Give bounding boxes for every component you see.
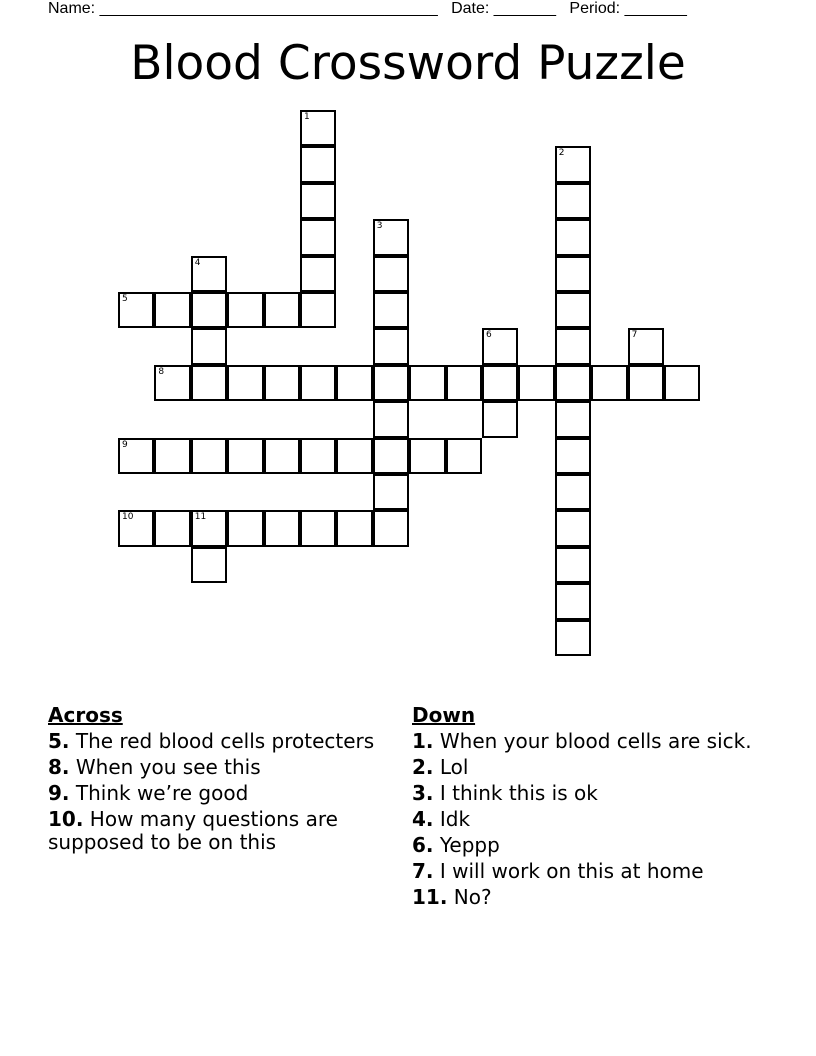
date-label: Date: bbox=[451, 0, 490, 17]
cell-number: 8 bbox=[158, 366, 165, 377]
grid-cell[interactable] bbox=[264, 292, 300, 328]
cell-number: 6 bbox=[486, 330, 492, 341]
grid-cell[interactable] bbox=[118, 510, 154, 546]
clue-number: 5. bbox=[48, 729, 70, 753]
grid-cell[interactable] bbox=[555, 328, 591, 364]
clue-number: 3. bbox=[412, 781, 434, 805]
grid-cell[interactable] bbox=[300, 365, 336, 401]
grid-cell[interactable] bbox=[191, 256, 227, 292]
grid-cell[interactable] bbox=[555, 474, 591, 510]
grid-cell[interactable] bbox=[446, 438, 482, 474]
grid-cell[interactable] bbox=[555, 219, 591, 255]
period-label: Period: bbox=[569, 0, 621, 17]
grid-cell[interactable] bbox=[154, 510, 190, 546]
cell-number: 2 bbox=[558, 148, 565, 159]
cell-number: 11 bbox=[194, 512, 207, 523]
cell-number: 3 bbox=[376, 221, 383, 232]
grid-cell[interactable] bbox=[191, 510, 227, 546]
clue-item bbox=[48, 782, 388, 805]
clue-number: 4. bbox=[412, 807, 434, 831]
grid-cell[interactable] bbox=[300, 438, 336, 474]
down-clue-list bbox=[412, 730, 752, 909]
clue-text: I will work on this at home bbox=[439, 859, 704, 883]
clue-text: Think we’re good bbox=[75, 781, 249, 805]
cell-number: 7 bbox=[631, 330, 638, 341]
grid-cell[interactable] bbox=[336, 365, 372, 401]
across-clue-list bbox=[48, 730, 388, 854]
clue-item bbox=[412, 860, 752, 883]
grid-cell[interactable] bbox=[227, 292, 263, 328]
name-blank[interactable]: ______________________________________ bbox=[99, 0, 438, 17]
grid-cell[interactable] bbox=[300, 256, 336, 292]
grid-cell[interactable] bbox=[191, 365, 227, 401]
clue-item bbox=[412, 808, 752, 831]
clue-item bbox=[412, 756, 752, 779]
grid-cell[interactable] bbox=[482, 328, 518, 364]
clue-number: 10. bbox=[48, 807, 84, 831]
grid-cell[interactable] bbox=[300, 110, 336, 146]
grid-cell[interactable] bbox=[336, 510, 372, 546]
clue-item bbox=[48, 756, 388, 779]
across-clues bbox=[48, 702, 388, 857]
grid-cell[interactable] bbox=[373, 401, 409, 437]
grid-cell[interactable] bbox=[118, 292, 154, 328]
down-clues bbox=[412, 702, 752, 912]
grid-cell[interactable] bbox=[555, 256, 591, 292]
grid-cell[interactable] bbox=[555, 146, 591, 182]
grid-cell[interactable] bbox=[373, 365, 409, 401]
clue-text: The red blood cells protecters bbox=[75, 729, 375, 753]
clue-text: I think this is ok bbox=[439, 781, 598, 805]
grid-cell[interactable] bbox=[118, 438, 154, 474]
clue-item bbox=[412, 834, 752, 857]
grid-cell[interactable] bbox=[300, 510, 336, 546]
clue-text: Lol bbox=[439, 755, 469, 779]
grid-cell[interactable] bbox=[628, 365, 664, 401]
grid-cell[interactable] bbox=[555, 583, 591, 619]
clue-text: When you see this bbox=[75, 755, 261, 779]
clue-text: Idk bbox=[439, 807, 471, 831]
across-heading: Across bbox=[48, 703, 123, 727]
clue-text: When your blood cells are sick. bbox=[439, 729, 752, 753]
grid-cell[interactable] bbox=[446, 365, 482, 401]
clue-item bbox=[48, 730, 388, 753]
grid-cell[interactable] bbox=[336, 438, 372, 474]
clue-item bbox=[412, 782, 752, 805]
down-heading: Down bbox=[412, 703, 476, 727]
clue-number: 11. bbox=[412, 885, 448, 909]
grid-cell[interactable] bbox=[373, 328, 409, 364]
grid-cell[interactable] bbox=[628, 328, 664, 364]
grid-cell[interactable] bbox=[264, 510, 300, 546]
grid-cell[interactable] bbox=[482, 365, 518, 401]
cell-number: 5 bbox=[122, 294, 128, 304]
clue-item bbox=[412, 730, 752, 753]
clue-number: 2. bbox=[412, 755, 434, 779]
grid-cell[interactable] bbox=[300, 292, 336, 328]
name-label: Name: bbox=[48, 0, 96, 17]
grid-cell[interactable] bbox=[555, 547, 591, 583]
grid-cell[interactable] bbox=[555, 365, 591, 401]
grid-cell[interactable] bbox=[555, 620, 591, 656]
grid-cell[interactable] bbox=[373, 219, 409, 255]
grid-cell[interactable] bbox=[555, 510, 591, 546]
cell-number: 10 bbox=[122, 512, 134, 523]
grid-cell[interactable] bbox=[373, 510, 409, 546]
clue-number: 7. bbox=[412, 859, 434, 883]
grid-cell[interactable] bbox=[664, 365, 700, 401]
grid-cell[interactable] bbox=[409, 365, 445, 401]
clue-number: 6. bbox=[412, 833, 434, 857]
grid-cell[interactable] bbox=[227, 438, 263, 474]
cell-number: 9 bbox=[122, 439, 128, 450]
clue-text: How many questions are supposed to be on this bbox=[48, 807, 338, 854]
grid-cell[interactable] bbox=[555, 183, 591, 219]
cell-number: 4 bbox=[194, 257, 201, 268]
grid-cell[interactable] bbox=[482, 401, 518, 437]
grid-cell[interactable] bbox=[227, 510, 263, 546]
grid-cell[interactable] bbox=[264, 365, 300, 401]
page-title: Blood Crossword Puzzle bbox=[130, 36, 686, 91]
grid-cell[interactable] bbox=[591, 365, 627, 401]
grid-cell[interactable] bbox=[518, 365, 554, 401]
clue-number: 1. bbox=[412, 729, 434, 753]
clue-item bbox=[48, 808, 388, 854]
grid-cell[interactable] bbox=[154, 365, 190, 401]
grid-cell[interactable] bbox=[373, 292, 409, 328]
grid-cell[interactable] bbox=[300, 183, 336, 219]
grid-cell[interactable] bbox=[300, 146, 336, 182]
period-blank[interactable]: _______ bbox=[624, 0, 687, 17]
grid-cell[interactable] bbox=[373, 256, 409, 292]
grid-cell[interactable] bbox=[373, 438, 409, 474]
grid-cell[interactable] bbox=[373, 474, 409, 510]
grid-cell[interactable] bbox=[154, 292, 190, 328]
clue-number: 9. bbox=[48, 781, 70, 805]
grid-cell[interactable] bbox=[191, 292, 227, 328]
clue-number: 8. bbox=[48, 755, 70, 779]
grid-cell[interactable] bbox=[555, 292, 591, 328]
cell-number: 1 bbox=[304, 112, 310, 122]
grid-cell[interactable] bbox=[555, 438, 591, 474]
grid-cell[interactable] bbox=[264, 438, 300, 474]
grid-cell[interactable] bbox=[191, 547, 227, 583]
clue-text: No? bbox=[453, 885, 492, 909]
date-blank[interactable]: _______ bbox=[493, 0, 557, 17]
grid-cell[interactable] bbox=[227, 365, 263, 401]
grid-cell[interactable] bbox=[154, 438, 190, 474]
grid-cell[interactable] bbox=[409, 438, 445, 474]
clue-item bbox=[412, 886, 752, 909]
grid-cell[interactable] bbox=[300, 219, 336, 255]
clue-text: Yeppp bbox=[439, 833, 500, 857]
grid-cell[interactable] bbox=[191, 438, 227, 474]
grid-cell[interactable] bbox=[555, 401, 591, 437]
grid-cell[interactable] bbox=[191, 328, 227, 364]
